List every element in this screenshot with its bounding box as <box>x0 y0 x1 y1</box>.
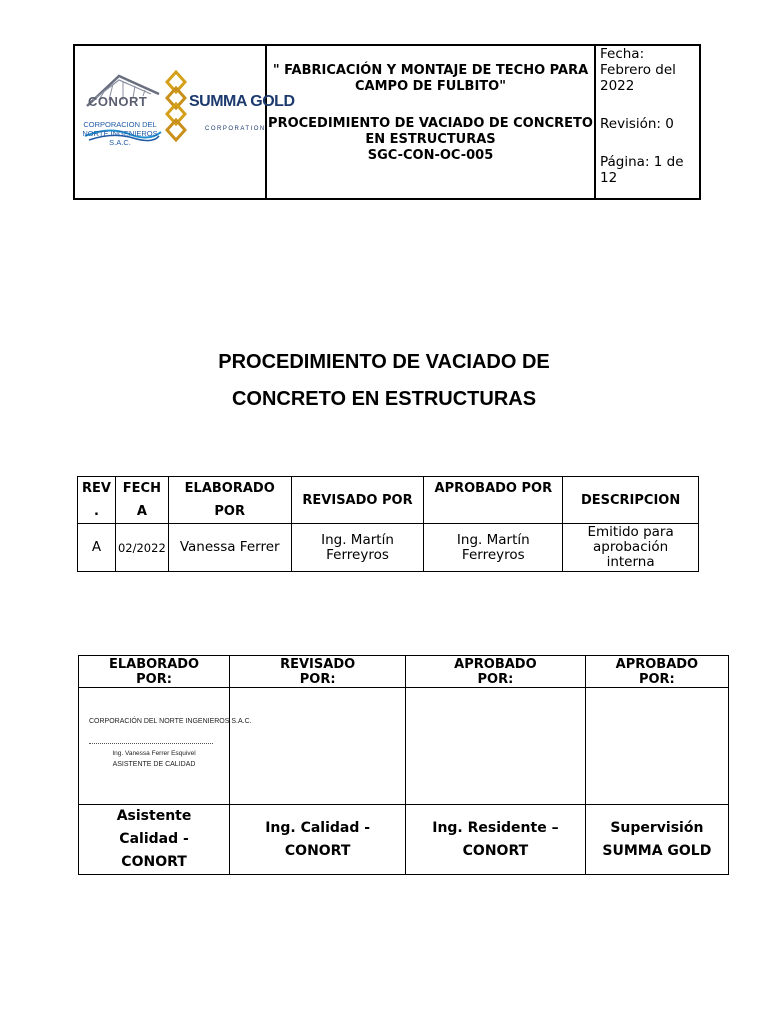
document-title <box>0 344 768 418</box>
elaborado-header: ELABORADO POR <box>168 477 291 524</box>
revisado-por-header: REVISADO POR: <box>230 656 406 688</box>
role-ing-calidad: Ing. Calidad - CONORT <box>230 805 406 875</box>
role-asistente-calidad: Asistente Calidad - CONORT <box>79 805 230 875</box>
role-supervision: Supervisión SUMMA GOLD <box>585 805 728 875</box>
document-revision: Revisión: 0 <box>600 116 674 132</box>
document-code: SGC-CON-OC-005 <box>367 148 494 163</box>
revisado-header: REVISADO POR <box>291 477 424 524</box>
rev-header: REV . <box>78 477 116 524</box>
document-page: Página: 1 de 12 <box>600 154 684 186</box>
role-ing-residente: Ing. Residente – CONORT <box>406 805 585 875</box>
signature-name: Ing. Vanessa Ferrer Esquivel <box>112 750 196 757</box>
document-header <box>73 44 701 200</box>
signature-position: ASISTENTE DE CALIDAD <box>112 761 196 768</box>
logo-cell <box>75 46 295 198</box>
revision-header-row <box>78 477 699 524</box>
fecha-header: FECH A <box>115 477 168 524</box>
rev-cell: A <box>78 524 116 572</box>
summa-gold-logo-text: SUMMA GOLD <box>189 93 295 110</box>
signature-box-aprobado-1 <box>406 688 585 805</box>
revision-table <box>77 476 699 572</box>
header-title-cell <box>267 46 596 198</box>
signature-box-revisado <box>230 688 406 805</box>
table-row <box>78 524 699 572</box>
signature-header-row <box>79 656 729 688</box>
aprobado-cell: Ing. Martín Ferreyros <box>424 524 563 572</box>
summa-gold-logo-subtitle: CORPORATION <box>205 126 266 132</box>
title-line-1: PROCEDIMIENTO DE VACIADO DE <box>218 351 550 373</box>
summa-gold-mark-icon <box>165 70 187 142</box>
fecha-cell: 02/2022 <box>115 524 168 572</box>
aprobado-header: APROBADO POR <box>424 477 563 524</box>
signature-line <box>89 743 213 744</box>
elaborado-por-header: ELABORADO POR: <box>79 656 230 688</box>
signature-role-row <box>79 805 729 875</box>
descripcion-cell: Emitido para aprobación interna <box>563 524 699 572</box>
signature-box-elaborado <box>79 688 252 805</box>
signature-box-aprobado-2 <box>585 688 728 805</box>
project-title: " FABRICACIÓN Y MONTAJE DE TECHO PARA CAMPO DE FULBITO" <box>272 63 589 94</box>
revisado-cell: Ing. Martín Ferreyros <box>291 524 424 572</box>
conort-logo-text: CONORT <box>88 94 148 109</box>
title-line-2: CONCRETO EN ESTRUCTURAS <box>231 388 537 410</box>
signature-company: CORPORACIÓN DEL NORTE INGENIEROS S.A.C. <box>89 718 252 725</box>
aprobado-por-header-1: APROBADO POR: <box>406 656 585 688</box>
aprobado-por-header-2: APROBADO POR: <box>585 656 728 688</box>
procedure-title: PROCEDIMIENTO DE VACIADO DE CONCRETO EN ESTRUCTURAS <box>268 116 593 147</box>
document-date: Fecha: Febrero del 2022 <box>600 46 676 94</box>
signature-table <box>78 655 729 875</box>
descripcion-header: DESCRIPCION <box>563 477 699 524</box>
elaborado-cell: Vanessa Ferrer <box>168 524 291 572</box>
conort-logo-subtitle: CORPORACION DEL NORTE INGENIEROS S.A.C. <box>82 120 158 147</box>
signature-box-row <box>79 688 729 805</box>
header-info-cell <box>596 46 699 198</box>
